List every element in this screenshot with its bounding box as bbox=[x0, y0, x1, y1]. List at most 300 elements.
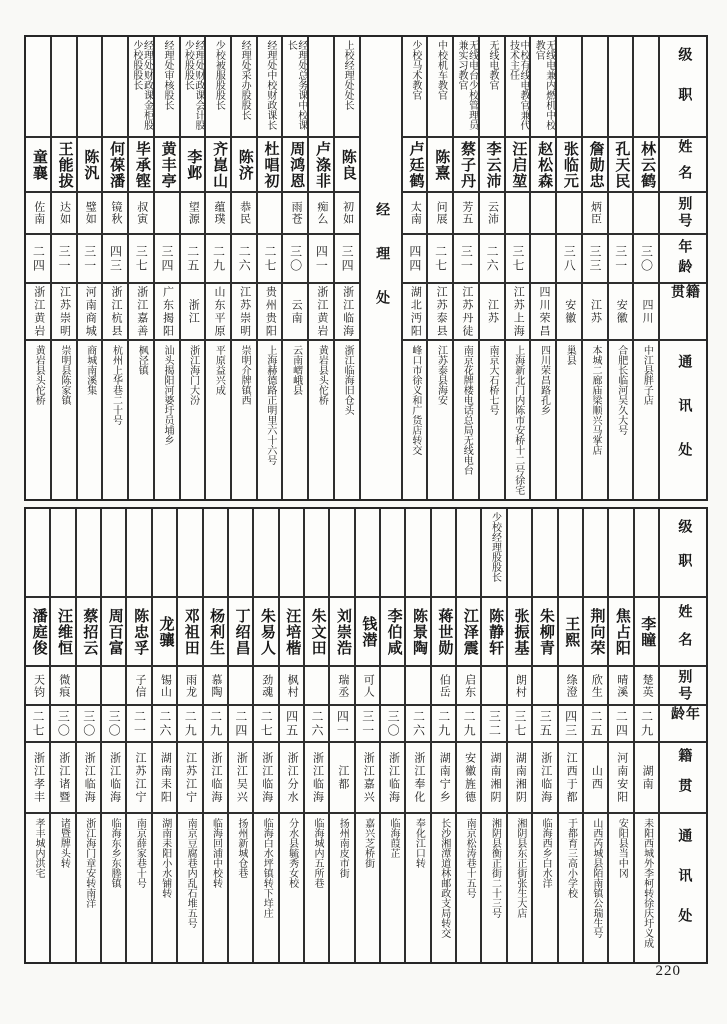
name-cell: 汪维恒 bbox=[51, 596, 74, 665]
alias-cell: 绦澄 bbox=[559, 665, 582, 704]
age-cell: 二九 bbox=[635, 704, 658, 741]
person-column bbox=[633, 509, 658, 962]
origin-cell: 浙江黄岩 bbox=[26, 282, 50, 339]
name-cell: 何葆潘 bbox=[103, 136, 127, 191]
person-column bbox=[303, 509, 328, 962]
address-cell: 临海城内五所巷 bbox=[305, 812, 328, 962]
rank-cell bbox=[330, 509, 353, 596]
origin-cell: 浙江临海 bbox=[204, 741, 227, 812]
alias-cell: 欣生 bbox=[584, 665, 607, 704]
address-cell: 临海西乡白水洋 bbox=[533, 812, 556, 962]
person-column bbox=[176, 509, 201, 962]
address-cell: 本城二廊庙梁顺兴马掌店 bbox=[583, 339, 607, 499]
alias-cell: 雨龙 bbox=[178, 665, 201, 704]
alias-cell bbox=[102, 665, 125, 704]
alias-cell: 瑞丞 bbox=[330, 665, 353, 704]
age-cell: 三〇 bbox=[634, 233, 658, 282]
person-column bbox=[307, 37, 333, 499]
rank-cell bbox=[26, 509, 49, 596]
age-cell: 四一 bbox=[309, 233, 333, 282]
alias-cell: 劲魂 bbox=[254, 665, 277, 704]
name-cell: 荆向荣 bbox=[584, 596, 607, 665]
alias-cell bbox=[609, 191, 633, 233]
age-cell: 三七 bbox=[129, 233, 153, 282]
origin-cell: 浙江临海 bbox=[533, 741, 556, 812]
origin-cell: 河南商城 bbox=[78, 282, 102, 339]
origin-cell: 浙江临海 bbox=[335, 282, 359, 339]
rank-cell bbox=[127, 509, 150, 596]
person-column bbox=[278, 509, 303, 962]
alias-cell bbox=[305, 665, 328, 704]
alias-cell: 达如 bbox=[52, 191, 76, 233]
rank-cell bbox=[457, 509, 480, 596]
person-column bbox=[204, 37, 230, 499]
alias-cell: 可人 bbox=[356, 665, 379, 704]
person-column bbox=[227, 509, 252, 962]
address-cell: 浙江海门章安转南洋 bbox=[77, 812, 100, 962]
origin-cell: 安徽旌德 bbox=[457, 741, 480, 812]
section-column bbox=[359, 37, 401, 499]
rank-cell bbox=[609, 509, 632, 596]
alias-cell: 雨苍 bbox=[283, 191, 307, 233]
age-cell: 三二 bbox=[482, 704, 505, 741]
address-cell: 峰口市徐义和广货店转交 bbox=[403, 339, 427, 499]
roster-table-bottom bbox=[24, 507, 708, 964]
age-cell: 二六 bbox=[305, 704, 328, 741]
age-cell: 二五 bbox=[181, 233, 205, 282]
address-cell: 中江县胖子店 bbox=[634, 339, 658, 499]
person-column bbox=[455, 509, 480, 962]
person-column bbox=[50, 37, 76, 499]
alias-cell bbox=[533, 665, 556, 704]
person-column bbox=[404, 509, 429, 962]
address-cell: 山西芮城县陌南镇公瑞生号 bbox=[584, 812, 607, 962]
name-cell: 蒋世勋 bbox=[432, 596, 455, 665]
person-column bbox=[452, 37, 478, 499]
name-cell: 黄丰亭 bbox=[155, 136, 179, 191]
origin-cell: 江苏 bbox=[480, 282, 504, 339]
rank-cell: 少校马术教官 bbox=[409, 40, 421, 100]
rank-cell bbox=[103, 37, 127, 136]
age-cell: 二九 bbox=[457, 704, 480, 741]
address-cell: 湖南耒阳小水铺转 bbox=[153, 812, 176, 962]
person-column bbox=[333, 37, 359, 499]
rank-cell bbox=[78, 37, 102, 136]
alias-cell: 蕴璞 bbox=[206, 191, 230, 233]
origin-cell: 浙江黄岩 bbox=[309, 282, 333, 339]
origin-cell: 浙江孝丰 bbox=[26, 741, 49, 812]
age-cell: 三八 bbox=[557, 233, 581, 282]
origin-cell: 江苏 bbox=[583, 282, 607, 339]
address-cell: 临海白水坪镇转下垟庄 bbox=[254, 812, 277, 962]
alias-cell bbox=[482, 665, 505, 704]
person-column bbox=[76, 37, 102, 499]
name-cell: 周鸿恩 bbox=[283, 136, 307, 191]
age-cell: 二七 bbox=[254, 704, 277, 741]
address-cell: 浙江临海旧仓头 bbox=[335, 339, 359, 499]
person-column bbox=[555, 37, 581, 499]
age-cell: 三五 bbox=[533, 704, 556, 741]
person-column bbox=[401, 37, 427, 499]
page-number: 220 bbox=[655, 963, 681, 979]
rank-cell bbox=[635, 509, 658, 596]
origin-cell: 浙江 bbox=[181, 282, 205, 339]
age-cell: 二六 bbox=[153, 704, 176, 741]
age-cell: 三四 bbox=[155, 233, 179, 282]
rank-cell bbox=[204, 509, 227, 596]
name-cell: 朱易人 bbox=[254, 596, 277, 665]
name-cell: 张临元 bbox=[557, 136, 581, 191]
origin-cell: 江苏江宁 bbox=[127, 741, 150, 812]
rank-cell: 经理处审核股长 bbox=[161, 40, 173, 110]
age-cell: 二九 bbox=[206, 233, 230, 282]
address-cell: 合肥长临河吴久大号 bbox=[609, 339, 633, 499]
origin-cell: 浙江临海 bbox=[77, 741, 100, 812]
alias-cell: 微痕 bbox=[51, 665, 74, 704]
name-cell: 钱潜 bbox=[356, 596, 379, 665]
name-cell: 陈良 bbox=[335, 136, 359, 191]
person-column bbox=[426, 37, 452, 499]
address-cell: 上海赫德路正明里六十六号 bbox=[258, 339, 282, 499]
name-cell: 杜唱初 bbox=[258, 136, 282, 191]
rank-cell bbox=[77, 509, 100, 596]
address-cell: 巢县 bbox=[557, 339, 581, 499]
header-origin: 籍贯 bbox=[660, 741, 706, 812]
person-column bbox=[256, 37, 282, 499]
rank-cell bbox=[309, 37, 333, 136]
name-cell: 陈静轩 bbox=[482, 596, 505, 665]
address-cell: 上海新北门内陈市安桥十二号徐宅 bbox=[506, 339, 530, 499]
age-cell: 三一 bbox=[454, 233, 478, 282]
origin-cell: 江苏上海 bbox=[506, 282, 530, 339]
address-cell: 南京薛家巷十号 bbox=[127, 812, 150, 962]
address-cell: 分水县毓秀女校 bbox=[280, 812, 303, 962]
person-column bbox=[531, 509, 556, 962]
address-cell: 扬州南皮市街 bbox=[330, 812, 353, 962]
name-cell: 李伯咸 bbox=[381, 596, 404, 665]
header-address: 通讯处 bbox=[660, 339, 706, 499]
alias-cell: 太南 bbox=[403, 191, 427, 233]
address-cell: 杭州上华巷二十号 bbox=[103, 339, 127, 499]
address-cell: 诸暨牌头转 bbox=[51, 812, 74, 962]
rank-cell bbox=[584, 509, 607, 596]
origin-cell: 江西于都 bbox=[559, 741, 582, 812]
origin-cell: 浙江分水 bbox=[280, 741, 303, 812]
name-cell: 陈景陶 bbox=[406, 596, 429, 665]
origin-cell: 江都 bbox=[330, 741, 353, 812]
person-column bbox=[252, 509, 277, 962]
person-column bbox=[101, 37, 127, 499]
name-cell: 齐崑山 bbox=[206, 136, 230, 191]
person-column bbox=[179, 37, 205, 499]
header-column bbox=[658, 509, 706, 962]
alias-cell: 望源 bbox=[181, 191, 205, 233]
age-cell bbox=[531, 233, 555, 282]
person-column bbox=[151, 509, 176, 962]
age-cell: 二四 bbox=[229, 704, 252, 741]
rank-cell bbox=[557, 37, 581, 136]
origin-cell: 浙江临海 bbox=[305, 741, 328, 812]
origin-cell: 江苏崇明 bbox=[232, 282, 256, 339]
origin-cell: 安徽 bbox=[557, 282, 581, 339]
person-column bbox=[607, 509, 632, 962]
origin-cell: 江苏江宁 bbox=[178, 741, 201, 812]
origin-cell: 湖南湘阴 bbox=[482, 741, 505, 812]
age-cell: 三七 bbox=[506, 233, 530, 282]
age-cell: 三〇 bbox=[51, 704, 74, 741]
person-column bbox=[430, 509, 455, 962]
name-cell: 杨利生 bbox=[204, 596, 227, 665]
origin-cell: 江苏泰县 bbox=[428, 282, 452, 339]
rank-cell: 少校被服股股长 bbox=[213, 40, 225, 110]
header-alias: 别号 bbox=[660, 665, 706, 704]
address-cell: 商城南溪集 bbox=[78, 339, 102, 499]
rank-cell: 中校机车教官 bbox=[435, 40, 447, 100]
alias-cell: 镜秋 bbox=[103, 191, 127, 233]
rank-cell bbox=[634, 37, 658, 136]
age-cell: 三一 bbox=[78, 233, 102, 282]
rank-cell bbox=[26, 37, 50, 136]
rank-cell: 经理处财政课会计股少校股股长 bbox=[182, 40, 204, 130]
alias-cell bbox=[77, 665, 100, 704]
name-cell: 孔天民 bbox=[609, 136, 633, 191]
rank-cell bbox=[609, 37, 633, 136]
rank-cell bbox=[533, 509, 556, 596]
rank-cell: 经理处财政课金柜股少校股股长 bbox=[130, 40, 153, 130]
rank-cell bbox=[559, 509, 582, 596]
address-cell: 临海葭芷 bbox=[381, 812, 404, 962]
age-cell: 二六 bbox=[232, 233, 256, 282]
address-cell: 浙江海门大汾 bbox=[181, 339, 205, 499]
rank-cell bbox=[102, 509, 125, 596]
name-cell: 江泽震 bbox=[457, 596, 480, 665]
header-age: 年龄 bbox=[660, 233, 706, 282]
origin-cell: 浙江杭县 bbox=[103, 282, 127, 339]
address-cell: 嘉兴芝桥街 bbox=[356, 812, 379, 962]
alias-cell: 问展 bbox=[428, 191, 452, 233]
address-cell: 崇明县陈家镇 bbox=[52, 339, 76, 499]
header-column bbox=[658, 37, 706, 499]
header-name: 姓名 bbox=[660, 596, 706, 665]
address-cell: 长沙湘潭道林邮政支局转交 bbox=[432, 812, 455, 962]
origin-cell: 浙江临海 bbox=[102, 741, 125, 812]
name-cell: 李瞳 bbox=[635, 596, 658, 665]
age-cell: 四一 bbox=[330, 704, 353, 741]
header-address: 通讯处 bbox=[660, 812, 706, 962]
person-column bbox=[506, 509, 531, 962]
person-column bbox=[632, 37, 658, 499]
origin-cell: 浙江临海 bbox=[254, 741, 277, 812]
name-cell: 王能拔 bbox=[52, 136, 76, 191]
origin-cell: 浙江奉化 bbox=[406, 741, 429, 812]
origin-cell: 浙江诸暨 bbox=[51, 741, 74, 812]
rank-cell bbox=[153, 509, 176, 596]
address-cell: 耒阳西城外李柯转徐庆圩义成 bbox=[635, 812, 658, 962]
name-cell: 朱文田 bbox=[305, 596, 328, 665]
age-cell: 二六 bbox=[406, 704, 429, 741]
age-cell: 二九 bbox=[204, 704, 227, 741]
age-cell: 三一 bbox=[356, 704, 379, 741]
origin-cell: 广东揭阳 bbox=[155, 282, 179, 339]
address-cell: 湘阴县衡正街二十三号 bbox=[482, 812, 505, 962]
address-cell: 云南嶍峨县 bbox=[283, 339, 307, 499]
name-cell: 毕承铿 bbox=[129, 136, 153, 191]
rank-cell bbox=[52, 37, 76, 136]
alias-cell: 子信 bbox=[127, 665, 150, 704]
alias-cell: 伯岳 bbox=[432, 665, 455, 704]
age-cell: 四三 bbox=[559, 704, 582, 741]
name-cell: 陈熹 bbox=[428, 136, 452, 191]
person-column bbox=[582, 509, 607, 962]
address-cell: 湘阴县东正街张生大店 bbox=[508, 812, 531, 962]
origin-cell: 浙江吴兴 bbox=[229, 741, 252, 812]
address-cell: 南京豆腐巷内乱石堆五号 bbox=[178, 812, 201, 962]
rank-cell bbox=[280, 509, 303, 596]
person-column bbox=[153, 37, 179, 499]
age-cell: 三〇 bbox=[77, 704, 100, 741]
rank-cell: 经理处采办股股长 bbox=[239, 40, 251, 120]
origin-cell: 湖南湘阴 bbox=[508, 741, 531, 812]
alias-cell: 璧如 bbox=[78, 191, 102, 233]
person-column bbox=[607, 37, 633, 499]
rank-cell bbox=[406, 509, 429, 596]
person-column bbox=[480, 509, 505, 962]
origin-cell: 云南 bbox=[283, 282, 307, 339]
origin-cell: 安徽 bbox=[609, 282, 633, 339]
alias-cell: 初如 bbox=[335, 191, 359, 233]
rank-cell: 上校经理处处长 bbox=[342, 40, 354, 110]
rank-cell bbox=[178, 509, 201, 596]
age-cell: 二九 bbox=[432, 704, 455, 741]
age-cell: 三〇 bbox=[102, 704, 125, 741]
name-cell: 邓祖田 bbox=[178, 596, 201, 665]
rank-cell bbox=[305, 509, 328, 596]
person-column bbox=[529, 37, 555, 499]
age-cell: 二九 bbox=[178, 704, 201, 741]
address-cell: 平原益兴成 bbox=[206, 339, 230, 499]
address-cell: 扬州新城仓巷 bbox=[229, 812, 252, 962]
header-rank: 级职 bbox=[676, 518, 692, 587]
origin-cell: 浙江嘉兴 bbox=[356, 741, 379, 812]
address-cell: 临海回浦中校转 bbox=[204, 812, 227, 962]
rank-cell: 经理处中校财政课长 bbox=[264, 40, 276, 130]
rank-cell: 中校有线电教官兼代技术主任 bbox=[507, 40, 530, 130]
person-column bbox=[49, 509, 74, 962]
address-cell: 孝丰城内洪宅 bbox=[26, 812, 49, 962]
age-cell: 二一 bbox=[127, 704, 150, 741]
origin-cell: 浙江嘉善 bbox=[129, 282, 153, 339]
age-cell: 三三 bbox=[583, 233, 607, 282]
age-cell: 三〇 bbox=[283, 233, 307, 282]
name-cell: 周百富 bbox=[102, 596, 125, 665]
person-column bbox=[127, 37, 153, 499]
name-cell: 龙骧 bbox=[153, 596, 176, 665]
person-column bbox=[478, 37, 504, 499]
name-cell: 蔡招云 bbox=[77, 596, 100, 665]
alias-cell: 朗村 bbox=[508, 665, 531, 704]
rank-cell bbox=[356, 509, 379, 596]
name-cell: 陈忠孚 bbox=[127, 596, 150, 665]
age-cell: 二四 bbox=[26, 233, 50, 282]
alias-cell: 佐南 bbox=[26, 191, 50, 233]
address-cell: 江苏泰县海安 bbox=[428, 339, 452, 499]
rank-cell bbox=[432, 509, 455, 596]
name-cell: 李邺 bbox=[181, 136, 205, 191]
person-column bbox=[100, 509, 125, 962]
age-cell: 二七 bbox=[26, 704, 49, 741]
address-cell: 黄岩县头佗桥 bbox=[26, 339, 50, 499]
person-column bbox=[557, 509, 582, 962]
rank-cell bbox=[51, 509, 74, 596]
address-cell: 奉化江口转 bbox=[406, 812, 429, 962]
rank-cell bbox=[229, 509, 252, 596]
alias-cell: 芳五 bbox=[454, 191, 478, 233]
alias-cell bbox=[155, 191, 179, 233]
alias-cell: 炳臣 bbox=[583, 191, 607, 233]
alias-cell: 恭民 bbox=[232, 191, 256, 233]
rank-cell bbox=[508, 509, 531, 596]
header-age: 年龄 bbox=[660, 704, 706, 741]
name-cell: 潘庭俊 bbox=[26, 596, 49, 665]
name-cell: 王熙 bbox=[559, 596, 582, 665]
age-cell: 三一 bbox=[52, 233, 76, 282]
name-cell: 卢廷鹤 bbox=[403, 136, 427, 191]
header-origin: 籍贯 bbox=[660, 282, 706, 339]
alias-cell: 叔寅 bbox=[129, 191, 153, 233]
person-column bbox=[202, 509, 227, 962]
age-cell: 三七 bbox=[508, 704, 531, 741]
alias-cell: 锡山 bbox=[153, 665, 176, 704]
rank-cell: 无线电台少校管理员兼实习教官 bbox=[455, 40, 478, 130]
rank-cell bbox=[381, 509, 404, 596]
name-cell: 张振基 bbox=[508, 596, 531, 665]
address-cell: 枫泾镇 bbox=[129, 339, 153, 499]
rank-cell bbox=[583, 37, 607, 136]
header-alias: 别号 bbox=[660, 191, 706, 233]
origin-cell: 山西 bbox=[584, 741, 607, 812]
origin-cell: 江苏崇明 bbox=[52, 282, 76, 339]
person-column bbox=[75, 509, 100, 962]
origin-cell: 湖南宁乡 bbox=[432, 741, 455, 812]
rank-cell: 无线电兼内燃机中校教官 bbox=[533, 40, 555, 130]
age-cell: 二七 bbox=[428, 233, 452, 282]
age-cell: 三一 bbox=[609, 233, 633, 282]
origin-cell: 湖南耒阳 bbox=[153, 741, 176, 812]
age-cell: 二七 bbox=[258, 233, 282, 282]
age-cell: 二五 bbox=[584, 704, 607, 741]
alias-cell: 慕陶 bbox=[204, 665, 227, 704]
person-column bbox=[354, 509, 379, 962]
address-cell: 崇明介牌镇西 bbox=[232, 339, 256, 499]
origin-cell: 湖北沔阳 bbox=[403, 282, 427, 339]
alias-cell bbox=[506, 191, 530, 233]
address-cell: 四川荣昌路孔乡 bbox=[531, 339, 555, 499]
alias-cell bbox=[406, 665, 429, 704]
person-column bbox=[230, 37, 256, 499]
address-cell: 安阳县当中冈 bbox=[609, 812, 632, 962]
name-cell: 赵松森 bbox=[531, 136, 555, 191]
age-cell: 四五 bbox=[280, 704, 303, 741]
address-cell: 黄岩县头佗桥 bbox=[309, 339, 333, 499]
name-cell: 丁绍昌 bbox=[229, 596, 252, 665]
name-cell: 刘崇浩 bbox=[330, 596, 353, 665]
name-cell: 李云沛 bbox=[480, 136, 504, 191]
origin-cell: 贵州贵阳 bbox=[258, 282, 282, 339]
rank-cell bbox=[254, 509, 277, 596]
alias-cell bbox=[557, 191, 581, 233]
person-column bbox=[328, 509, 353, 962]
name-cell: 蔡子丹 bbox=[454, 136, 478, 191]
